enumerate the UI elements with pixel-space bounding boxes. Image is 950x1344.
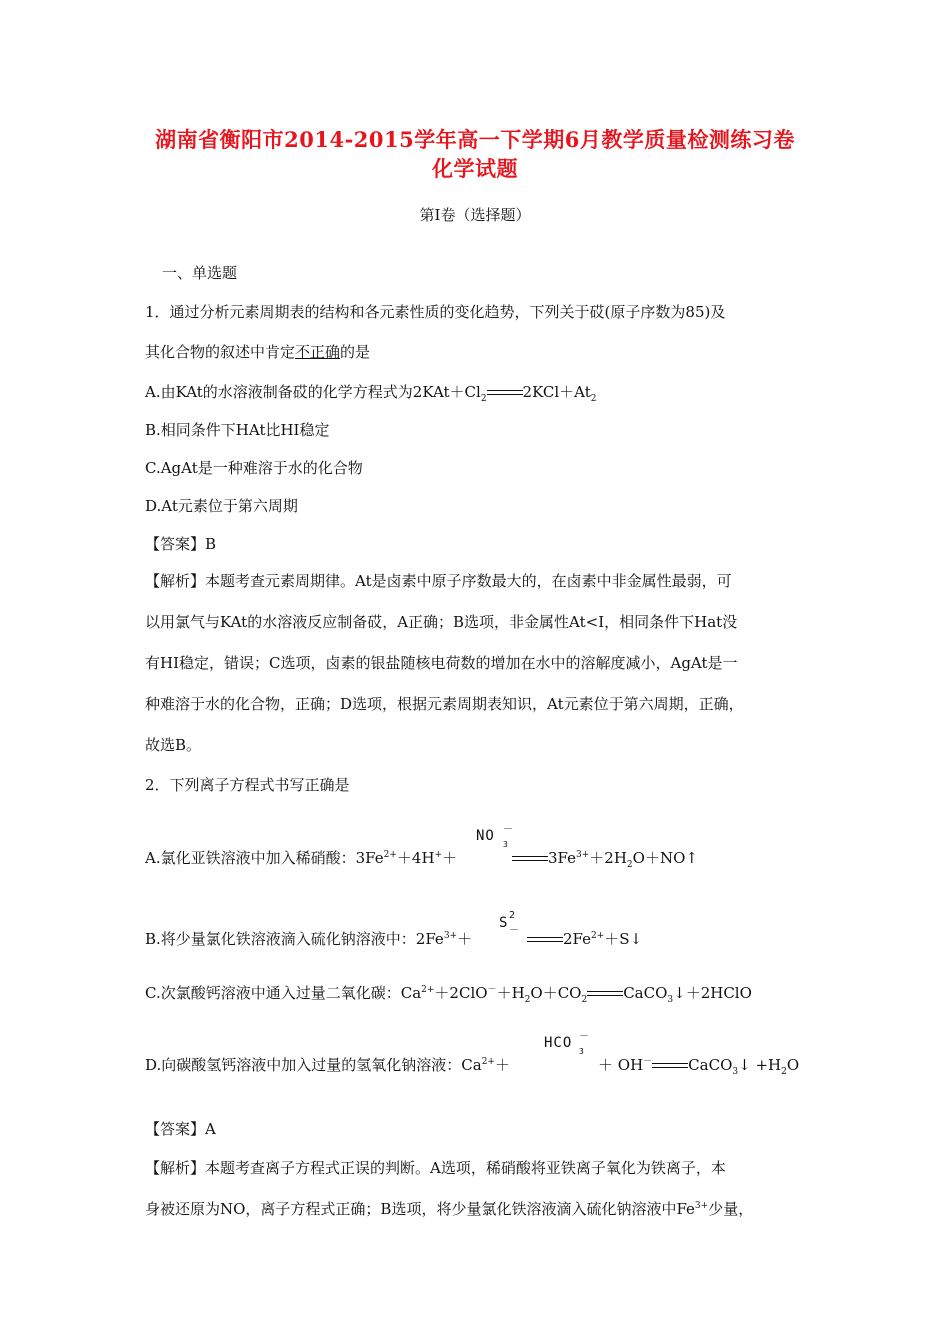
document-title-line1: 湖南省衡阳市2014-2015学年高一下学期6月教学质量检测练习卷	[155, 127, 795, 152]
q1-option-b: B.相同条件下HAt比HI稳定	[145, 421, 330, 439]
q1-option-d: D.At元素位于第六周期	[145, 497, 298, 515]
document-title-line2: 化学试题	[432, 156, 518, 181]
q1-answer: 【答案】B	[145, 535, 217, 553]
q1-stem-line2: 其化合物的叙述中肯定不正确的是	[145, 343, 371, 361]
q2-option-a: A.氯化亚铁溶液中加入稀硝酸：$3Fe^{2+}+4H^++$	[145, 849, 458, 867]
bicarbonate-ion-formula: HCO － 3	[544, 1031, 589, 1056]
q1-analysis-line: 种难溶于水的化合物，正确；D选项，根据元素周期表知识，At元素位于第六周期，正确，	[145, 695, 744, 713]
q2-stem: 2．下列离子方程式书写正确是	[145, 776, 350, 794]
q2-answer: 【答案】A	[145, 1120, 216, 1138]
equals-sign	[527, 936, 563, 944]
q2-option-c: C.次氯酸钙溶液中通入过量二氧化碳：$Ca^{2+}+2ClO^-+H_2O+CO_2$ CaCO$_3$↓＋2HClO	[145, 984, 752, 1005]
q2-option-b: B.将少量氯化铁溶液滴入硫化钠溶液中：$2Fe^{3+}+$	[145, 930, 473, 948]
q2-option-a-right: $3Fe^{3+}+2H_2O+NO↑$	[512, 847, 698, 870]
sulfide-ion-formula: S 2－	[499, 910, 519, 936]
q1-option-c: C.AgAt是一种难溶于水的化合物	[145, 459, 363, 477]
equals-sign	[587, 990, 623, 998]
q2-option-b-right: $2Fe^{2+}+S↓$	[527, 928, 642, 949]
q1-analysis-line: 【解析】本题考查元素周期律。At是卤素中原子序数最大的，在卤素中非金属性最弱，可	[145, 572, 732, 590]
q1-option-a: A.由KAt的水溶液制备砹的化学方程式为$2KAt+Cl_2$ $2KCl+At_2$	[145, 383, 597, 404]
q1-analysis-line: 有HI稳定，错误；C选项，卤素的银盐随核电荷数的增加在水中的溶解度减小，AgAt是一	[145, 654, 738, 672]
equals-sign	[512, 855, 548, 863]
q1-stem-line1: 1．通过分析元素周期表的结构和各元素性质的变化趋势，下列关于砹(原子序数为85)及	[145, 303, 726, 321]
equals-sign	[652, 1062, 688, 1070]
q2-analysis-line: 身被还原为NO，离子方程式正确；B选项，将少量氯化铁溶液滴入硫化钠溶液中$Fe^{3+}$少量，	[145, 1200, 754, 1218]
q1-analysis-line: 以用氯气与KAt的水溶液反应制备砹，A正确；B选项，非金属性At<I，相同条件下Hat没	[145, 613, 738, 631]
part-heading: 一、单选题	[162, 264, 238, 282]
q1-analysis-line: 故选B。	[145, 736, 202, 754]
section-title: 第I卷（选择题）	[419, 206, 531, 224]
q2-option-d-right: ＋ OH－ CaCO$_3$↓ $+H_2O$	[598, 1056, 800, 1077]
q2-option-d: D.向碳酸氢钙溶液中加入过量的氢氧化钠溶液：$Ca^{2+}+$	[145, 1056, 510, 1074]
equals-sign	[487, 389, 523, 397]
nitrate-ion-formula: NO － 3	[476, 824, 513, 849]
q2-analysis-line: 【解析】本题考查离子方程式正误的判断。A选项，稀硝酸将亚铁离子氧化为铁离子，本	[145, 1159, 726, 1177]
underlined-emphasis: 不正确	[295, 343, 341, 361]
